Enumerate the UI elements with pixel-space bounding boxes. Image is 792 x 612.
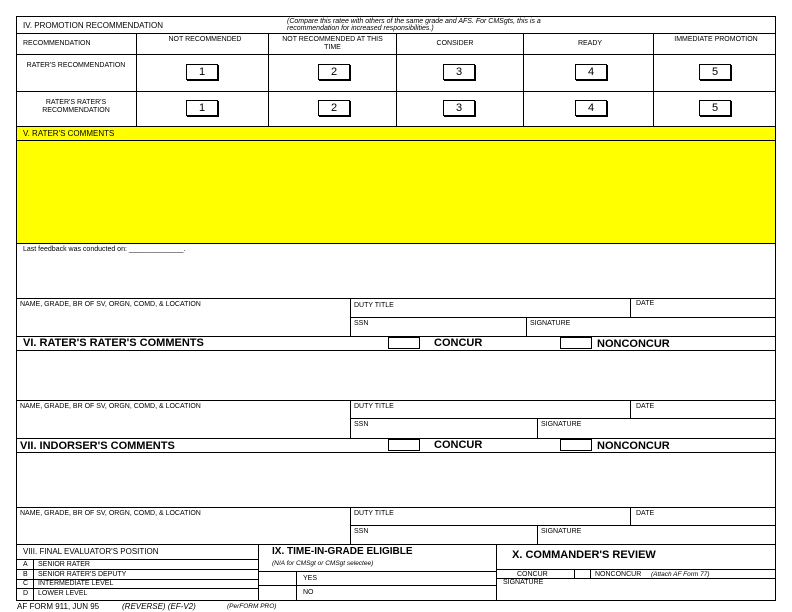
promotion-note-2: recommendation for increased responsibilities.) bbox=[287, 25, 434, 32]
rater-signature-label: SIGNATURE bbox=[530, 320, 571, 327]
raters-rater-duty-title-label: DUTY TITLE bbox=[354, 403, 394, 410]
raters-rater-box-3[interactable]: 3 bbox=[443, 100, 475, 116]
raters-rater-concur: CONCUR bbox=[434, 337, 483, 349]
raters-comments-title: V. RATER'S COMMENTS bbox=[23, 129, 115, 138]
raters-rater-box-5[interactable]: 5 bbox=[699, 100, 731, 116]
indorser-nonconcur: NONCONCUR bbox=[597, 440, 670, 452]
rater-duty-title-label: DUTY TITLE bbox=[354, 302, 394, 309]
indorser-date-label: DATE bbox=[636, 510, 655, 517]
form-revision: (REVERSE) (EF-V2) bbox=[122, 602, 196, 611]
indorser-nonconcur-checkbox[interactable] bbox=[560, 439, 592, 451]
tig-title: IX. TIME-IN-GRADE ELIGIBLE bbox=[272, 546, 413, 557]
commander-nonconcur-note: (Attach AF Form 77) bbox=[651, 571, 710, 578]
raters-rater-nonconcur: NONCONCUR bbox=[597, 338, 670, 350]
option-a-letter: A bbox=[23, 561, 28, 568]
raters-comments-field[interactable] bbox=[17, 141, 775, 243]
raters-rater-nonconcur-checkbox[interactable] bbox=[560, 337, 592, 349]
indorser-duty-title-label: DUTY TITLE bbox=[354, 510, 394, 517]
raters-rater-date-label: DATE bbox=[636, 403, 655, 410]
final-evaluator-title: VIII. FINAL EVALUATOR'S POSITION bbox=[23, 547, 159, 556]
col-not-recommended: NOT RECOMMENDED bbox=[168, 36, 242, 43]
promotion-title: IV. PROMOTION RECOMMENDATION bbox=[23, 21, 164, 30]
rater-date-label: DATE bbox=[636, 300, 655, 307]
option-c-letter: C bbox=[23, 580, 29, 587]
tig-yes[interactable]: YES bbox=[303, 575, 318, 582]
raters-raters-recommendation-label: RATER'S RATER'S RECOMMENDATION bbox=[42, 99, 110, 114]
indorser-concur-checkbox[interactable] bbox=[388, 439, 420, 451]
commander-signature-label: SIGNATURE bbox=[503, 579, 544, 586]
indorser-name-label: NAME, GRADE, BR OF SV, ORGN, COMD, & LOCATION bbox=[20, 510, 201, 517]
raters-rater-comments-title: VI. RATER'S RATER'S COMMENTS bbox=[23, 337, 204, 349]
rater-name-label: NAME, GRADE, BR OF SV, ORGN, COMD, & LOCATION bbox=[20, 301, 201, 308]
form-software: (PerFORM PRO) bbox=[227, 603, 277, 610]
commanders-review-title: X. COMMANDER'S REVIEW bbox=[512, 549, 656, 561]
tig-note: (N/A for CMSgt or CMSgt selectee) bbox=[272, 560, 374, 567]
rater-box-2[interactable]: 2 bbox=[318, 64, 350, 80]
raters-rater-comments-field[interactable] bbox=[17, 351, 775, 399]
indorser-concur: CONCUR bbox=[434, 439, 483, 451]
raters-rater-box-4[interactable]: 4 bbox=[575, 100, 607, 116]
raters-rater-box-2[interactable]: 2 bbox=[318, 100, 350, 116]
option-c-text[interactable]: INTERMEDIATE LEVEL bbox=[38, 580, 114, 587]
indorser-ssn-label: SSN bbox=[354, 528, 369, 535]
raters-comments-header bbox=[17, 127, 775, 140]
option-d-text[interactable]: LOWER LEVEL bbox=[38, 590, 88, 597]
col-not-recommended-at-this-time: NOT RECOMMENDED AT THIS TIME bbox=[282, 36, 383, 51]
raters-recommendation-label: RATER'S RECOMMENDATION bbox=[26, 62, 126, 69]
indorser-comments-title: VII. INDORSER'S COMMENTS bbox=[20, 440, 175, 452]
rater-box-3[interactable]: 3 bbox=[443, 64, 475, 80]
option-b-text[interactable]: SENIOR RATER'S DEPUTY bbox=[38, 571, 127, 578]
rater-box-1[interactable]: 1 bbox=[186, 64, 218, 80]
raters-rater-name-label: NAME, GRADE, BR OF SV, ORGN, COMD, & LOCATION bbox=[20, 403, 201, 410]
col-consider: CONSIDER bbox=[436, 40, 474, 47]
rater-ssn-label: SSN bbox=[354, 320, 369, 327]
col-immediate-promotion: IMMEDIATE PROMOTION bbox=[674, 36, 758, 43]
option-d-letter: D bbox=[23, 590, 29, 597]
feedback-statement: Last feedback was conducted on: ______________. bbox=[23, 246, 186, 253]
rater-box-5[interactable]: 5 bbox=[699, 64, 731, 80]
option-a-text[interactable]: SENIOR RATER bbox=[38, 561, 90, 568]
option-b-letter: B bbox=[23, 571, 28, 578]
raters-rater-concur-checkbox[interactable] bbox=[388, 337, 420, 349]
raters-rater-ssn-label: SSN bbox=[354, 421, 369, 428]
form-number: AF FORM 911, JUN 95 bbox=[17, 602, 100, 611]
promotion-note-1: (Compare this ratee with others of the same grade and AFS. For CMSgts, this is a bbox=[287, 18, 541, 25]
raters-rater-box-1[interactable]: 1 bbox=[186, 100, 218, 116]
col-recommendation: RECOMMENDATION bbox=[23, 40, 91, 47]
col-ready: READY bbox=[577, 40, 603, 47]
indorser-signature-label: SIGNATURE bbox=[541, 528, 582, 535]
raters-rater-signature-label: SIGNATURE bbox=[541, 421, 582, 428]
indorser-comments-field[interactable] bbox=[17, 453, 775, 506]
commander-nonconcur[interactable]: NONCONCUR bbox=[595, 571, 642, 578]
rater-box-4[interactable]: 4 bbox=[575, 64, 607, 80]
tig-no[interactable]: NO bbox=[303, 589, 314, 596]
commander-concur[interactable]: CONCUR bbox=[517, 571, 548, 578]
